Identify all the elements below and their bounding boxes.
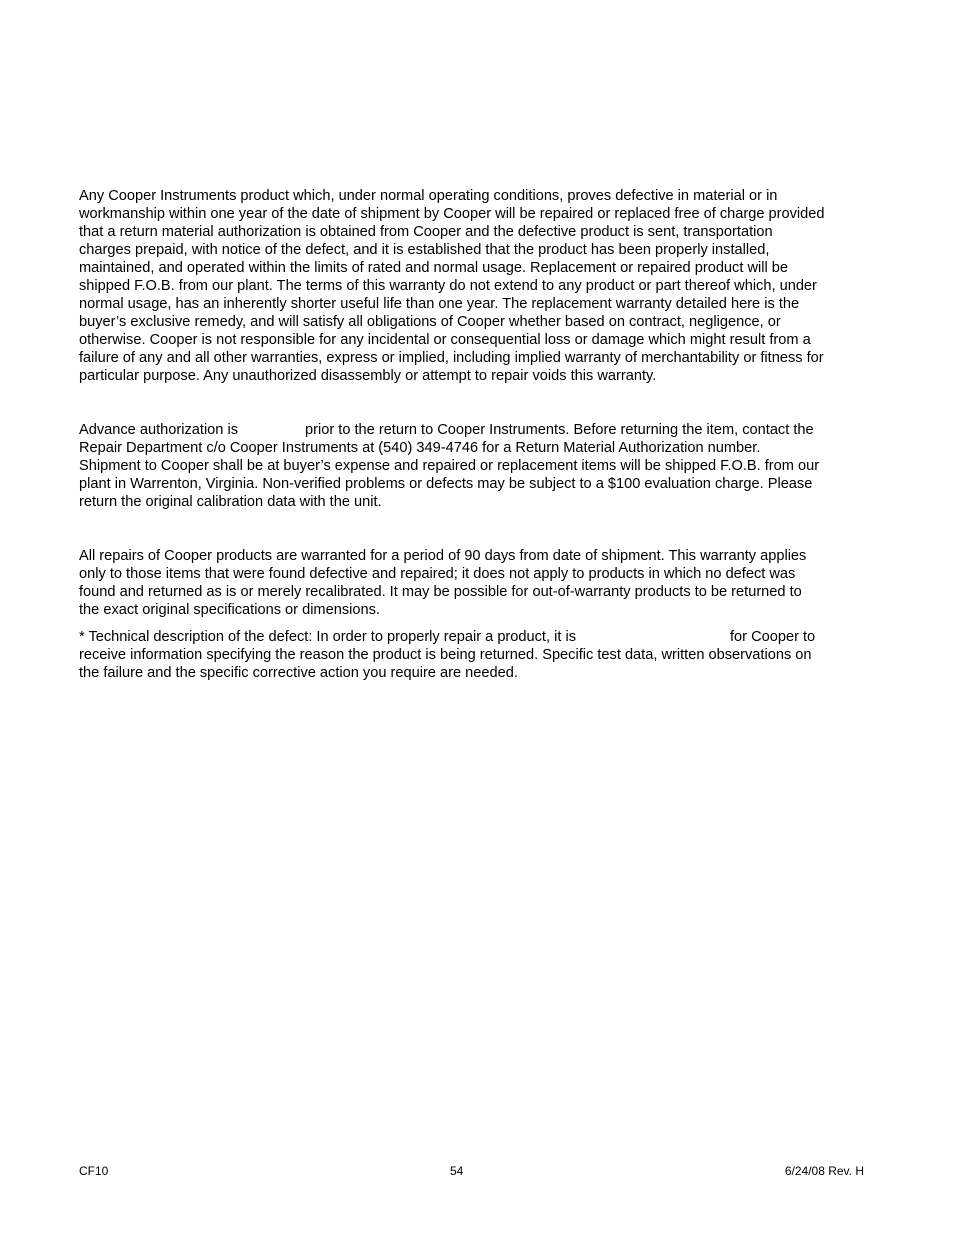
returns-paragraph xyxy=(79,421,879,511)
warranty-line-1: Any Cooper Instruments product which, under normal operating conditions, proves defective in material or in xyxy=(79,188,778,204)
warranty-paragraph xyxy=(79,187,879,385)
warranty-line-5: maintained, and operated within the limits of rated and normal usage. Replacement or repaired product will be xyxy=(79,260,789,276)
footer-revision: 6/24/08 Rev. H xyxy=(784,1164,864,1178)
technical-line-1-start: * Technical description of the defect: In order to properly repair a product, it is xyxy=(79,629,576,645)
warranty-line-9: otherwise. Cooper is not responsible for any incidental or consequential loss or damage which might result from a xyxy=(79,332,811,348)
returns-line-4: plant in Warrenton, Virginia. Non-verified problems or defects may be subject to a $100 evaluation charge. Please xyxy=(79,476,813,492)
footer-page-number: 54 xyxy=(450,1164,464,1178)
technical-line-1 xyxy=(79,628,879,646)
returns-line-1-end: prior to the return to Cooper Instruments. Before returning the item, contact the xyxy=(305,422,814,438)
warranty-line-4: charges prepaid, with notice of the defect, and it is established that the product has been properly installed, xyxy=(79,242,770,258)
repairs-line-4: the exact original specifications or dimensions. xyxy=(79,602,380,618)
returns-line-2: Repair Department c/o Cooper Instruments at (540) 349-4746 for a Return Material Authorization number. xyxy=(79,440,761,456)
warranty-line-8: buyer’s exclusive remedy, and will satisfy all obligations of Cooper whether based on contract, negligence, or xyxy=(79,314,781,330)
technical-line-2: receive information specifying the reason the product is being returned. Specific test data, written observations on xyxy=(79,647,812,663)
warranty-line-7: normal usage, has an inherently shorter useful life than one year. The replacement warranty detailed here is the xyxy=(79,296,800,312)
warranty-line-3: that a return material authorization is obtained from Cooper and the defective product is sent, transportation xyxy=(79,224,773,240)
technical-line-3: the failure and the specific corrective action you require are needed. xyxy=(79,665,518,681)
footer-document-id: CF10 xyxy=(79,1164,109,1178)
warranty-line-6: shipped F.O.B. from our plant. The terms of this warranty do not extend to any product or part thereof which, under xyxy=(79,278,817,294)
returns-line-1 xyxy=(79,421,879,439)
repairs-line-3: found and returned as is or merely recalibrated. It may be possible for out-of-warranty products to be returned to xyxy=(79,584,802,600)
repairs-line-2: only to those items that were found defective and repaired; it does not apply to products in which no defect was xyxy=(79,566,796,582)
technical-line-1-end: for Cooper to xyxy=(730,629,816,645)
repairs-line-1: All repairs of Cooper products are warranted for a period of 90 days from date of shipment. This warranty applies xyxy=(79,548,807,564)
returns-line-3: Shipment to Cooper shall be at buyer’s expense and repaired or replacement items will be shipped F.O.B. from our xyxy=(79,458,820,474)
repairs-paragraph xyxy=(79,547,879,619)
warranty-line-2: workmanship within one year of the date of shipment by Cooper will be repaired or replaced free of charge provided xyxy=(79,206,825,222)
returns-line-5: return the original calibration data with the unit. xyxy=(79,494,382,510)
technical-paragraph xyxy=(79,628,879,682)
returns-line-1-start: Advance authorization is xyxy=(79,422,239,438)
warranty-line-10: failure of any and all other warranties, express or implied, including implied warranty of merchantability or fitness for xyxy=(79,350,824,366)
warranty-line-11: particular purpose. Any unauthorized disassembly or attempt to repair voids this warranty. xyxy=(79,368,657,384)
